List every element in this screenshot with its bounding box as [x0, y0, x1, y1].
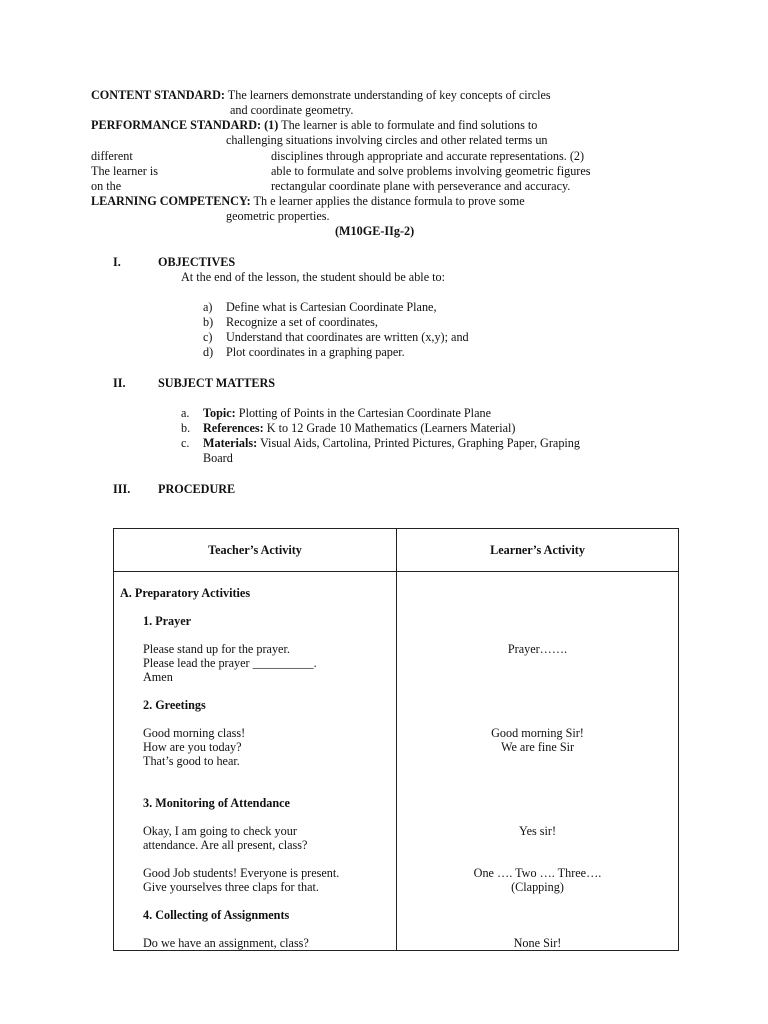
greetings-text-1: Good morning class!	[143, 726, 246, 740]
teacher-activity-cell	[114, 572, 397, 951]
learning-competency-line1: LEARNING COMPETENCY: Th e learner applies the distance formula to prove some	[91, 194, 525, 208]
attendance-heading: 3. Monitoring of Attendance	[143, 796, 290, 810]
objectives-list	[203, 300, 673, 360]
performance-standard-line2: challenging situations involving circles and other related terms un	[226, 133, 548, 147]
table-header-row	[114, 529, 679, 572]
subject-list	[181, 406, 681, 466]
assignments-heading: 4. Collecting of Assignments	[143, 908, 290, 922]
subject-heading: SUBJECT MATTERS	[158, 376, 276, 390]
procedure-numeral: III.	[113, 482, 131, 496]
performance-standard-label: PERFORMANCE STANDARD: (1)	[91, 118, 279, 132]
list-item: d) Plot coordinates in a graphing paper.	[203, 345, 405, 359]
attendance-text-1: Okay, I am going to check your	[143, 824, 297, 838]
performance-standard-left4: The learner is	[91, 164, 158, 178]
list-item: a) Define what is Cartesian Coordinate Plane,	[203, 300, 437, 314]
attendance-text-4: Give yourselves three claps for that.	[143, 880, 319, 894]
performance-standard-line4: able to formulate and solve problems involving geometric figures	[271, 164, 591, 178]
subject-numeral: II.	[113, 376, 126, 390]
prayer-text-3: Amen	[143, 670, 173, 684]
attendance-response-1: Yes sir!	[518, 824, 557, 838]
greetings-heading: 2. Greetings	[143, 698, 206, 712]
preparatory-activities-heading: A. Preparatory Activities	[120, 586, 251, 600]
performance-standard-line1: PERFORMANCE STANDARD: (1) The learner is able to formulate and find solutions to	[91, 118, 538, 132]
greetings-text-2: How are you today?	[143, 740, 242, 754]
list-item: a. Topic: Plotting of Points in the Cartesian Coordinate Plane	[181, 406, 491, 420]
list-item: b. References: K to 12 Grade 10 Mathematics (Learners Material)	[181, 421, 516, 435]
learner-activity-cell	[397, 572, 679, 951]
attendance-text-2: attendance. Are all present, class?	[143, 838, 308, 852]
objectives-heading: OBJECTIVES	[158, 255, 236, 269]
performance-standard-left5: on the	[91, 179, 122, 193]
assignments-response: None Sir!	[513, 936, 562, 950]
learner-activity-header: Learner’s Activity	[397, 529, 679, 572]
list-item: c) Understand that coordinates are written (x,y); and	[203, 330, 469, 344]
prayer-text-2: Please lead the prayer __________.	[143, 656, 317, 670]
procedure-table	[113, 528, 679, 951]
prayer-text-1: Please stand up for the prayer.	[143, 642, 290, 656]
competency-code: (M10GE-IIg-2)	[335, 224, 415, 238]
attendance-response-2: One …. Two …. Three….	[473, 866, 602, 880]
greetings-response-1: Good morning Sir!	[491, 726, 584, 740]
content-standard-line2: and coordinate geometry.	[230, 103, 354, 117]
objectives-intro: At the end of the lesson, the student should be able to:	[181, 270, 446, 284]
teacher-activity-header: Teacher’s Activity	[114, 529, 397, 572]
performance-standard-left3: different	[91, 149, 133, 163]
performance-standard-line5: rectangular coordinate plane with perseverance and accuracy.	[271, 179, 571, 193]
attendance-text-3: Good Job students! Everyone is present.	[143, 866, 340, 880]
greetings-response-2: We are fine Sir	[500, 740, 575, 754]
performance-standard-line3: disciplines through appropriate and accurate representations. (2)	[271, 149, 585, 163]
procedure-heading: PROCEDURE	[158, 482, 236, 496]
assignments-text-1: Do we have an assignment, class?	[143, 936, 309, 950]
list-item: b) Recognize a set of coordinates,	[203, 315, 378, 329]
list-item-continuation: Board	[203, 451, 233, 465]
prayer-response: Prayer…….	[507, 642, 568, 656]
attendance-response-3: (Clapping)	[511, 880, 564, 894]
content-standard-line1: CONTENT STANDARD: The learners demonstrate understanding of key concepts of circles	[91, 88, 551, 102]
prayer-heading: 1. Prayer	[143, 614, 192, 628]
learning-competency-label: LEARNING COMPETENCY:	[91, 194, 251, 208]
list-item: c. Materials: Visual Aids, Cartolina, Printed Pictures, Graphing Paper, Graping	[181, 436, 580, 450]
table-row	[114, 572, 679, 951]
learning-competency-line2: geometric properties.	[226, 209, 330, 223]
objectives-numeral: I.	[113, 255, 121, 269]
content-standard-label: CONTENT STANDARD:	[91, 88, 225, 102]
greetings-text-3: That’s good to hear.	[143, 754, 240, 768]
